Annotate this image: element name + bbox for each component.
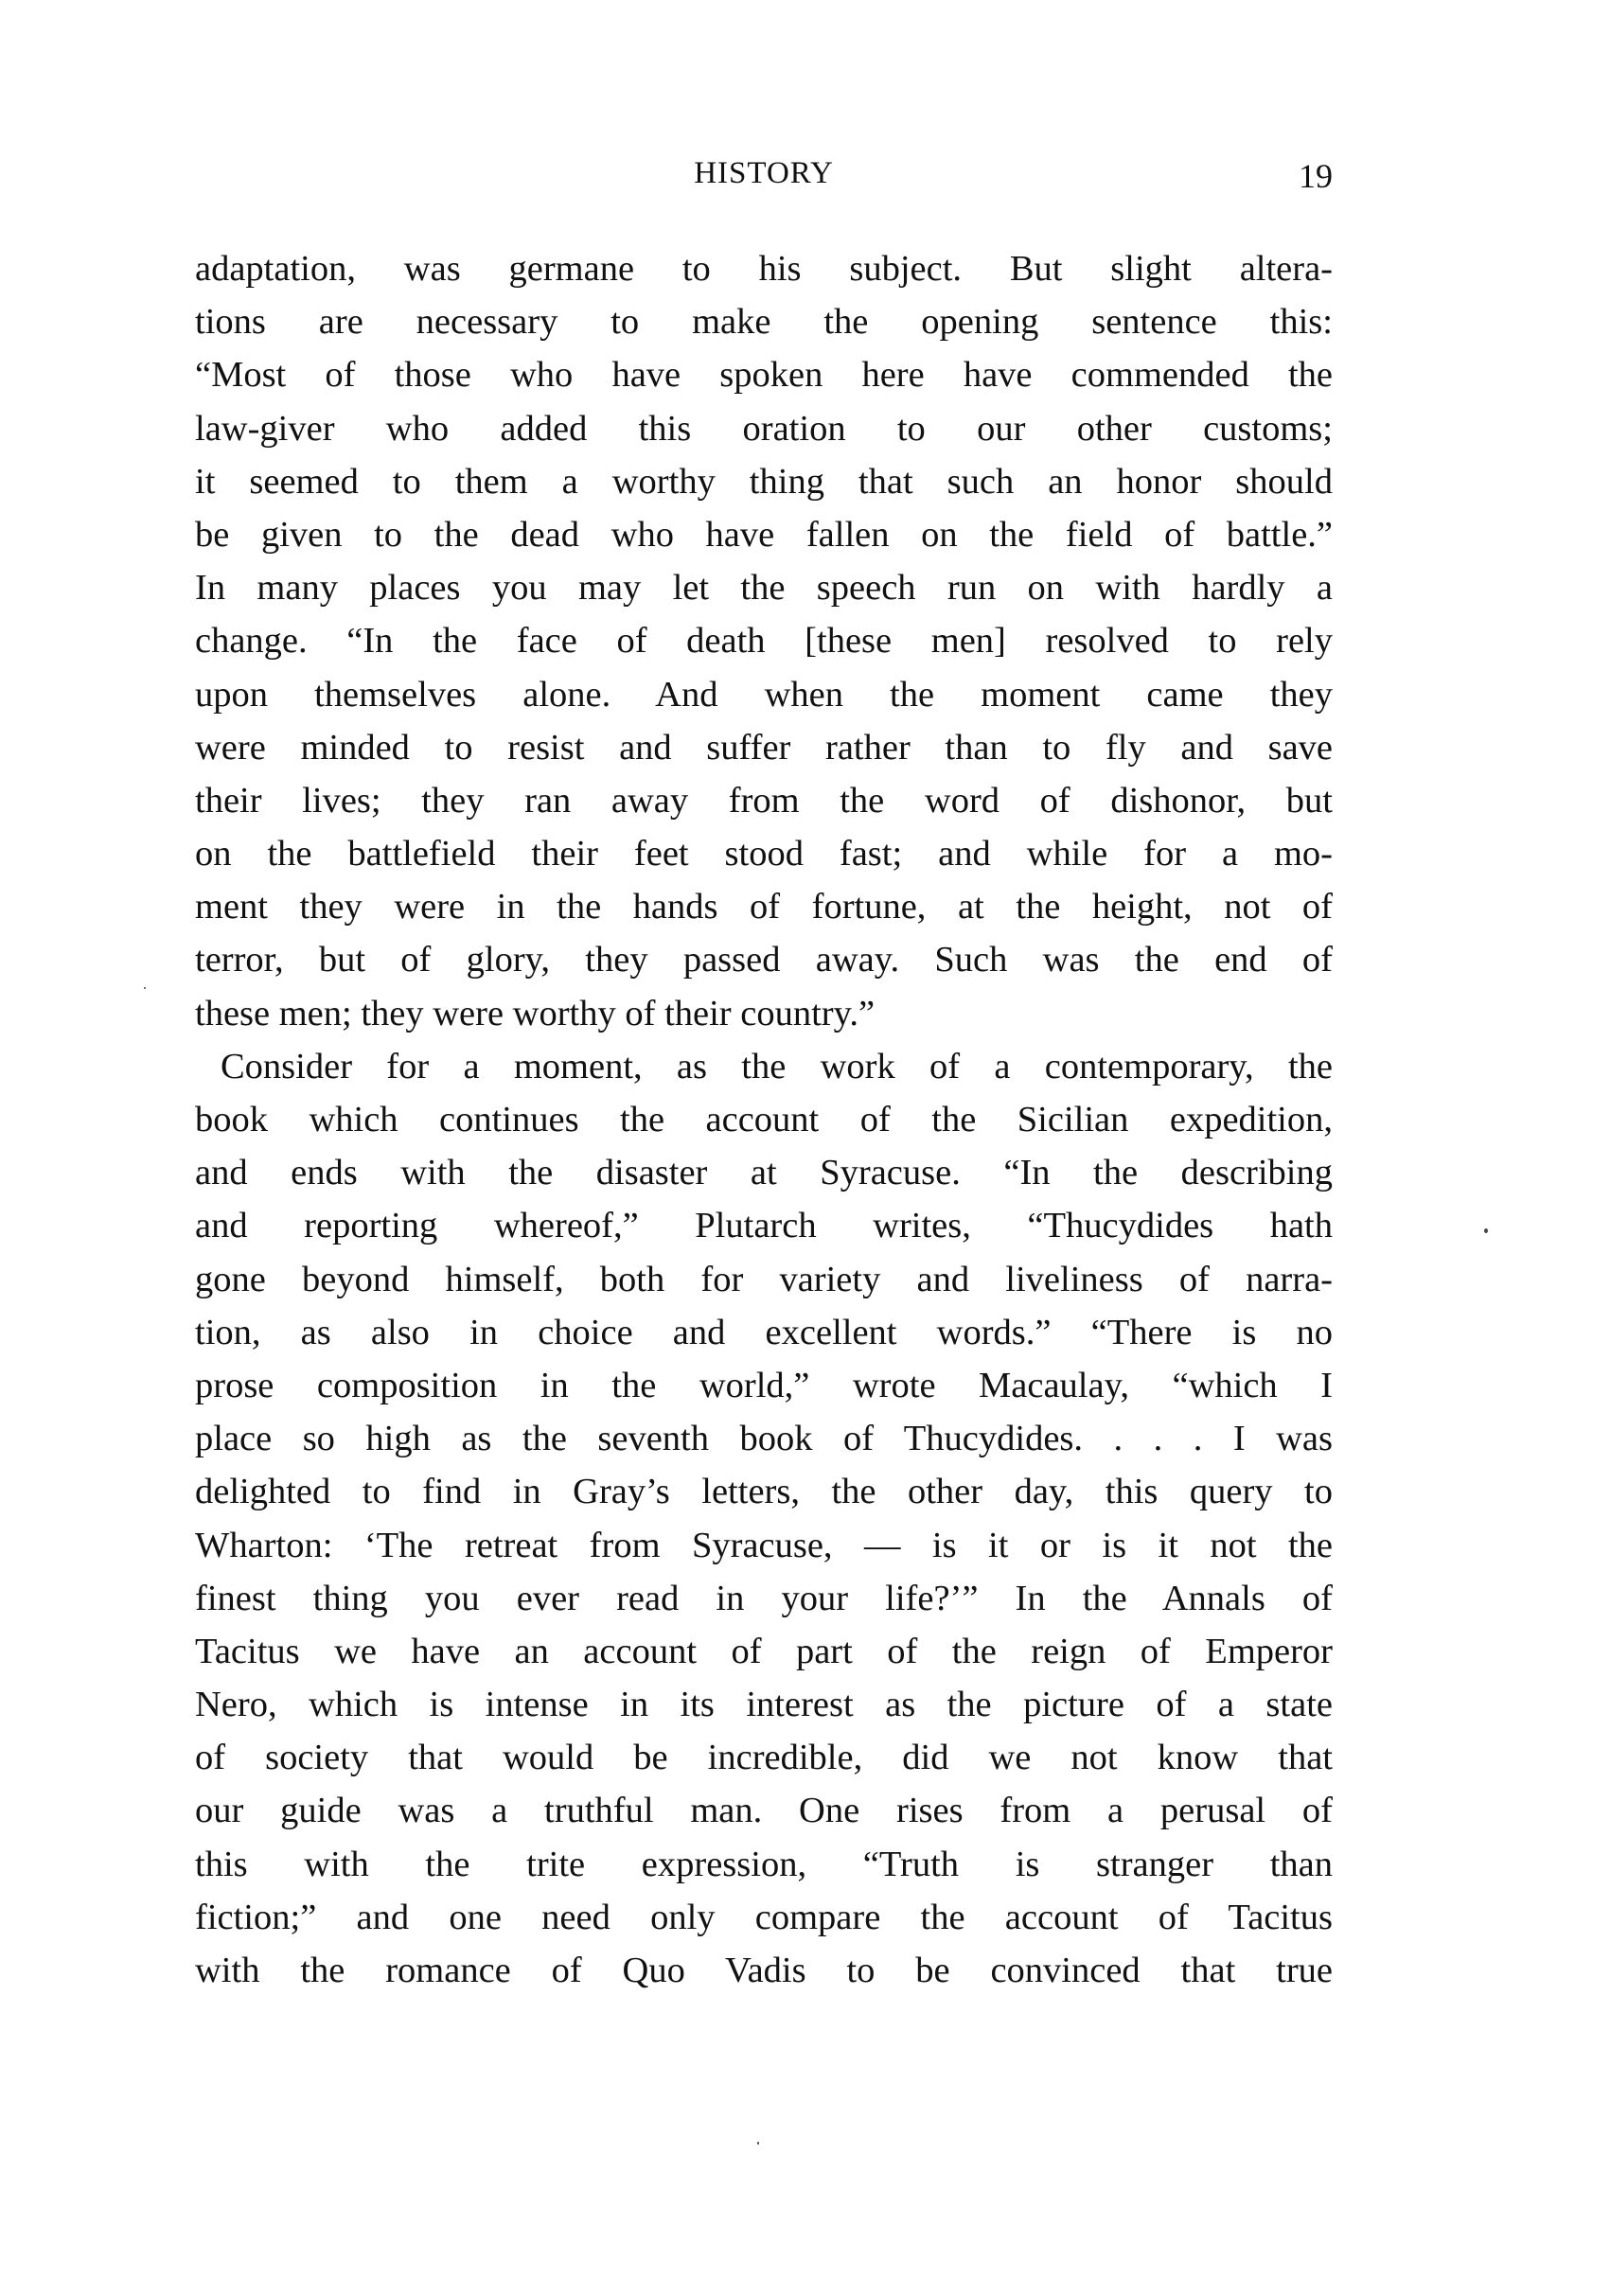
text-line: adaptation, was germane to his subject. But slight altera- <box>195 249 1333 289</box>
text-line: delighted to find in Gray’s letters, the other day, this query to <box>195 1472 1333 1512</box>
body-text <box>195 242 1333 1997</box>
text-line: of society that would be incredible, did we not know that <box>195 1738 1333 1778</box>
text-line: tion, as also in choice and excellent words.” “There is no <box>195 1312 1333 1352</box>
text-line: our guide was a truthful man. One rises from a perusal of <box>195 1791 1333 1831</box>
text-line: change. “In the face of death [these men] resolved to rely <box>195 621 1333 662</box>
scan-speck <box>144 987 146 989</box>
text-line: In many places you may let the speech run on with hardly a <box>195 568 1333 609</box>
text-line: gone beyond himself, both for variety and liveliness of narra- <box>195 1259 1333 1299</box>
text-line: this with the trite expression, “Truth is stranger than <box>195 1844 1333 1884</box>
text-line: Wharton: ‘The retreat from Syracuse, — is it or is it not the <box>195 1525 1333 1565</box>
text-line: Nero, which is intense in its interest as the picture of a state <box>195 1685 1333 1725</box>
text-line: upon themselves alone. And when the moment came they <box>195 674 1333 715</box>
running-head-title: HISTORY <box>694 156 834 190</box>
text-line: finest thing you ever read in your life?’” In the Annals of <box>195 1578 1333 1618</box>
text-line: place so high as the seventh book of Thucydides. . . . I was <box>195 1419 1333 1459</box>
text-line: with the romance of Quo Vadis to be convinced that true <box>195 1951 1333 1990</box>
text-line: Consider for a moment, as the work of a contemporary, the <box>221 1046 1333 1086</box>
scan-speck <box>1484 1228 1488 1233</box>
text-line: Tacitus we have an account of part of the reign of Emperor <box>195 1631 1333 1671</box>
text-line: were minded to resist and suffer rather than to fly and save <box>195 727 1333 768</box>
text-line: and ends with the disaster at Syracuse. “In the describing <box>195 1153 1333 1193</box>
text-line: law-giver who added this oration to our other customs; <box>195 408 1333 449</box>
text-line: and reporting whereof,” Plutarch writes, “Thucydides hath <box>195 1206 1333 1246</box>
text-line: fiction;” and one need only compare the account of Tacitus <box>195 1897 1333 1937</box>
running-head <box>195 156 1333 198</box>
text-line: terror, but of glory, they passed away. Such was the end of <box>195 940 1333 980</box>
text-line: their lives; they ran away from the word of dishonor, but <box>195 780 1333 821</box>
text-line: it seemed to them a worthy thing that such an honor should <box>195 461 1333 502</box>
text-line: ment they were in the hands of fortune, at the height, not of <box>195 887 1333 927</box>
text-line: book which continues the account of the Sicilian expedition, <box>195 1100 1333 1139</box>
scan-speck <box>757 2142 759 2145</box>
text-line: on the battlefield their feet stood fast; and while for a mo- <box>195 834 1333 874</box>
text-line: prose composition in the world,” wrote Macaulay, “which I <box>195 1365 1333 1405</box>
text-line: these men; they were worthy of their country.” <box>195 993 876 1033</box>
text-line: “Most of those who have spoken here have commended the <box>195 355 1333 396</box>
text-line: be given to the dead who have fallen on the field of battle.” <box>195 514 1333 555</box>
text-line: tions are necessary to make the opening sentence this: <box>195 302 1333 343</box>
page-number: 19 <box>1299 157 1333 195</box>
